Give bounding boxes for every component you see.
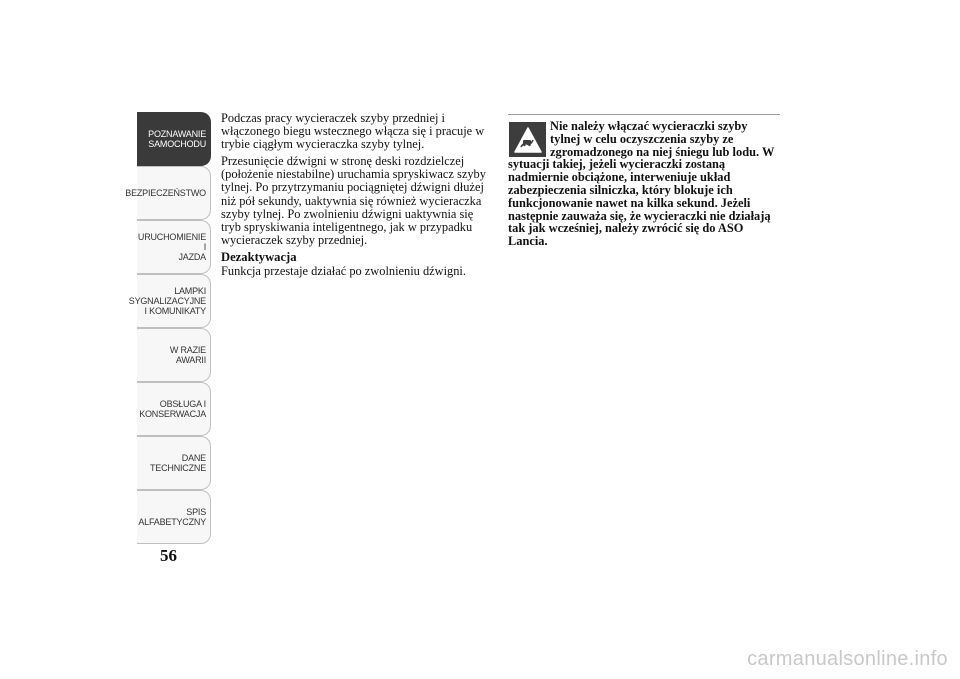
page-number: 56	[160, 546, 177, 565]
tab-w-razie-awarii[interactable]	[137, 328, 211, 382]
tab-label: POZNAWANIE SAMOCHODU	[148, 129, 206, 149]
warning-text: Nie należy włączać wycieraczki szyby tylnej w celu oczyszczenia szyby ze zgromadzonego na niej śniegu lub lodu. W sytuacji takiej, jeżeli wycieraczki zostaną nadmiernie obciążone, interweniuje układ zabezpieczenia silniczka, który blokuje ich funkcjonowanie nawet na kilka sekund. Jeżeli następnie zauważa się, że wycieraczki nie działają tak jak wcześniej, należy zwrócić się do ASO Lancia.	[508, 119, 775, 249]
tab-bezpieczenstwo[interactable]	[125, 166, 211, 220]
tab-label: OBSŁUGA I KONSERWACJA	[139, 399, 206, 419]
tab-label: SPIS ALFABETYCZNY	[138, 507, 206, 527]
tab-poznawanie-samochodu[interactable]	[137, 112, 211, 166]
paragraph-rear-washer: Przesunięcie dźwigni w stronę deski rozdzielczej (położenie niestabilne) uruchamia spryskiwacz szyby tylnej. Po przytrzymaniu pociągniętej dźwigni dłużej niż pół sekundy, uaktywnia się również wycieraczka szyby tylnej. Po zwolnieniu dźwigni uaktywnia się tryb spryskiwania inteligentnego, jak w przypadku wycieraczek szyby przedniej.	[221, 154, 486, 247]
tab-label: URUCHOMIENIE I JAZDA	[137, 232, 206, 262]
main-text-column	[221, 112, 487, 282]
divider	[508, 114, 780, 115]
tab-lampki-sygnalizacyjne[interactable]	[128, 274, 211, 328]
tab-label: DANE TECHNICZNE	[150, 453, 206, 473]
road-hazard-warning-icon	[509, 122, 546, 157]
chapter-tabs	[125, 112, 211, 544]
tab-label: BEZPIECZEŃSTWO	[125, 188, 206, 198]
warning-text-wrapper	[508, 120, 780, 248]
paragraph-deactivation: Funkcja przestaje działać po zwolnieniu dźwigni.	[221, 264, 466, 279]
tab-spis-alfabetyczny[interactable]	[137, 490, 211, 544]
paragraph-rear-wiper-reverse: Podczas pracy wycieraczek szyby przedniej i włączonego biegu wstecznego włącza się i pracuje w trybie ciągłym wycieraczka szyby tylnej.	[221, 111, 485, 152]
tab-label: LAMPKI SYGNALIZACYJNE I KOMUNIKATY	[128, 286, 206, 316]
tab-uruchomienie-i-jazda[interactable]	[137, 220, 211, 274]
watermark-text: carmanualsonline.info	[747, 648, 948, 670]
tab-label: W RAZIE AWARII	[169, 345, 206, 365]
section-heading: Dezaktywacja	[221, 249, 297, 264]
tab-obsluga-i-konserwacja[interactable]	[137, 382, 211, 436]
tab-dane-techniczne[interactable]	[137, 436, 211, 490]
